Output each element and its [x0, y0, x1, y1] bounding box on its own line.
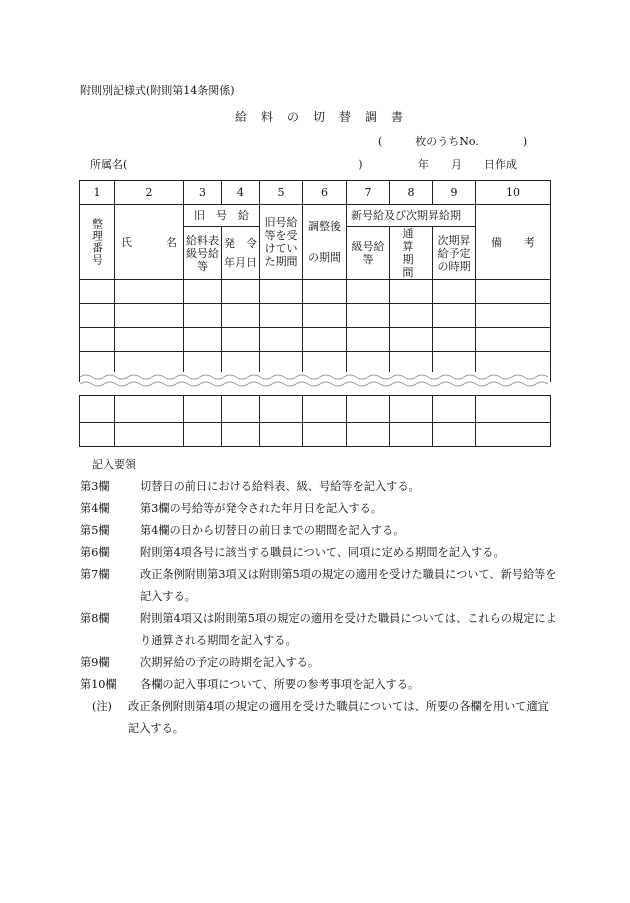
table-row [80, 304, 551, 328]
notes-heading: 記入要領 [92, 458, 136, 471]
header-chosei-go: 調整後 の期間 [303, 205, 347, 280]
salary-switch-table-bottom [79, 395, 551, 447]
col-number: 1 [80, 181, 115, 205]
header-kyu-gokyu: 旧 号 給 [184, 205, 260, 227]
col-number: 7 [347, 181, 390, 205]
note-item: 第9欄 次期昇給の予定の時期を記入する。 [80, 656, 320, 669]
note-item: 第8欄 附則第4項又は附則第5項の規定の適用を受けた職員については、これらの規定により通算される期間を記入する。 [80, 612, 557, 647]
document-title: 給 料 の 切 替 調 書 [235, 110, 405, 124]
sheet-number: ( 枚のうちNo. ) [378, 135, 528, 148]
header-shimei: 氏 名 [115, 205, 184, 280]
wavy-break-icon [80, 372, 552, 390]
note-item: 第10欄 各欄の記入事項について、所要の参考事項を記入する。 [80, 678, 420, 691]
table-row [80, 280, 551, 304]
salary-switch-table [79, 180, 551, 382]
col-number: 5 [260, 181, 303, 205]
note-item: 第3欄 切替日の前日における給料表、級、号給等を記入する。 [80, 480, 420, 493]
note-item: 第5欄 第4欄の日から切替日の前日までの期間を記入する。 [80, 524, 405, 537]
col-number: 6 [303, 181, 347, 205]
header-tsusan-kikan: 通算期間 [390, 227, 433, 280]
note-item: 第4欄 第3欄の号給等が発令された年月日を記入する。 [80, 502, 383, 515]
header-jiki-shokyu: 次期昇給予定の時期 [433, 227, 476, 280]
note-item: (注) 改正条例附則第4項の規定の適用を受けた職員については、所要の各欄を用いて適宜記入する。 [92, 700, 549, 735]
notes-list [80, 476, 560, 740]
header-kyuryohyo-kyu: 給料表級号給等 [184, 227, 222, 280]
table-row [80, 423, 551, 447]
header-kyu-gokyu-to: 級号給等 [347, 227, 390, 280]
table-row [80, 328, 551, 352]
col-number: 10 [476, 181, 551, 205]
note-item: 第7欄 改正条例附則第3項又は附則第5項の規定の適用を受けた職員について、新号給等を記入する。 [80, 568, 557, 603]
header-shin-gokyu: 新号給及び次期昇給期 [347, 205, 476, 227]
col-number: 4 [222, 181, 260, 205]
table-break [80, 372, 550, 390]
header-kyu-gokyu-kikan: 旧号給等を受けていた期間 [260, 205, 303, 280]
form-label: 附則別記様式(附則第14条関係) [80, 84, 235, 97]
col-number: 3 [184, 181, 222, 205]
header-biko: 備 考 [476, 205, 551, 280]
table-row [80, 396, 551, 423]
header-hatsurei: 発 令 年月日 [222, 227, 260, 280]
col-number: 2 [115, 181, 184, 205]
col-number: 8 [390, 181, 433, 205]
note-item: 第6欄 附則第4項各号に該当する職員について、同項に定める期間を記入する。 [80, 546, 505, 559]
creation-date: 年 月 日作成 [418, 158, 517, 171]
col-number: 9 [433, 181, 476, 205]
affiliation-field: 所属名( ) [90, 158, 363, 171]
column-number-row [80, 181, 551, 205]
header-seiri-bango: 整理番号 [80, 205, 115, 280]
